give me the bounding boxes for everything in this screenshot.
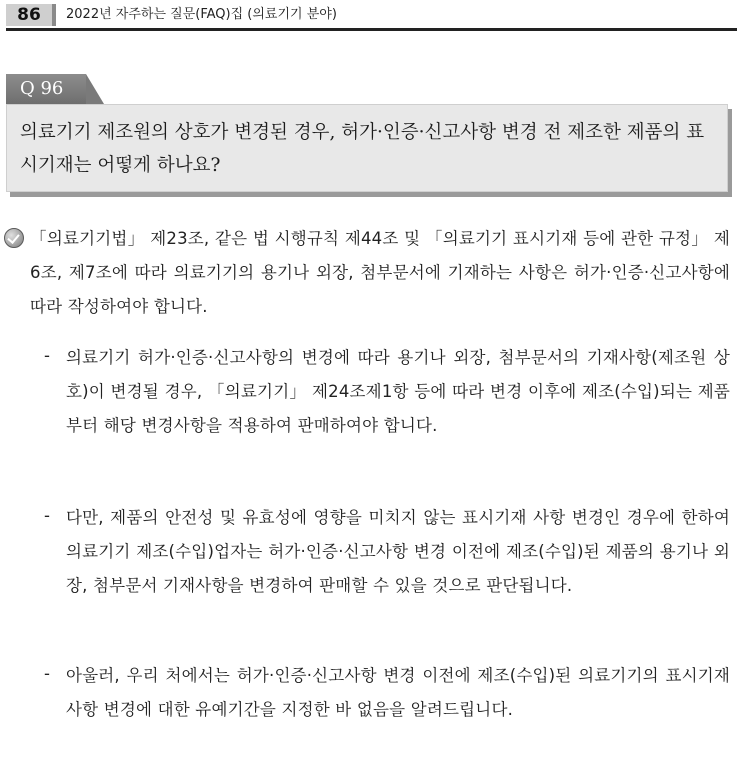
- question-tab-ramp: [86, 74, 104, 104]
- page-number: 86: [6, 4, 52, 26]
- page-number-divider: [52, 4, 56, 26]
- question-label: Q 96: [6, 74, 86, 104]
- bullet-marker: -: [44, 346, 50, 365]
- question-text: 의료기기 제조원의 상호가 변경된 경우, 허가·인증·신고사항 변경 전 제조한 제품의 표시기재는 어떻게 하나요?: [20, 122, 705, 176]
- page-header: [0, 0, 743, 32]
- bullet-marker: -: [44, 506, 50, 525]
- header-title: 2022년 자주하는 질문(FAQ)집 (의료기기 분야): [66, 7, 337, 22]
- header-rule: [6, 28, 737, 31]
- answer-item-1: 의료기기 허가·인증·신고사항의 변경에 따라 용기나 외장, 첨부문서의 기재사항(제조원 상호)이 변경될 경우, 「의료기기」 제24조제1항 등에 따라 변경 이후에 제조(수입)되는 제품부터 해당 변경사항을 적용하여 판매하여야 합니다.: [66, 348, 730, 435]
- answer-intro: 「의료기기법」 제23조, 같은 법 시행규칙 제44조 및 「의료기기 표시기재 등에 관한 규정」 제6조, 제7조에 따라 의료기기의 용기나 외장, 첨부문서에 기재하는 사항은 허가·인증·신고사항에 따라 작성하여야 합니다.: [30, 229, 730, 316]
- answer-item-3: 아울러, 우리 처에서는 허가·인증·신고사항 변경 이전에 제조(수입)된 의료기기의 표시기재 사항 변경에 대한 유예기간을 지정한 바 없음을 알려드립니다.: [66, 666, 730, 719]
- check-circle-icon: [4, 228, 24, 248]
- answer-item-2: 다만, 제품의 안전성 및 유효성에 영향을 미치지 않는 표시기재 사항 변경인 경우에 한하여 의료기기 제조(수입)업자는 허가·인증·신고사항 변경 이전에 제조(수입)된 제품의 용기나 외장, 첨부문서 기재사항을 변경하여 판매할 수 있을 것으로 판단됩니다.: [66, 508, 730, 595]
- bullet-marker: -: [44, 664, 50, 683]
